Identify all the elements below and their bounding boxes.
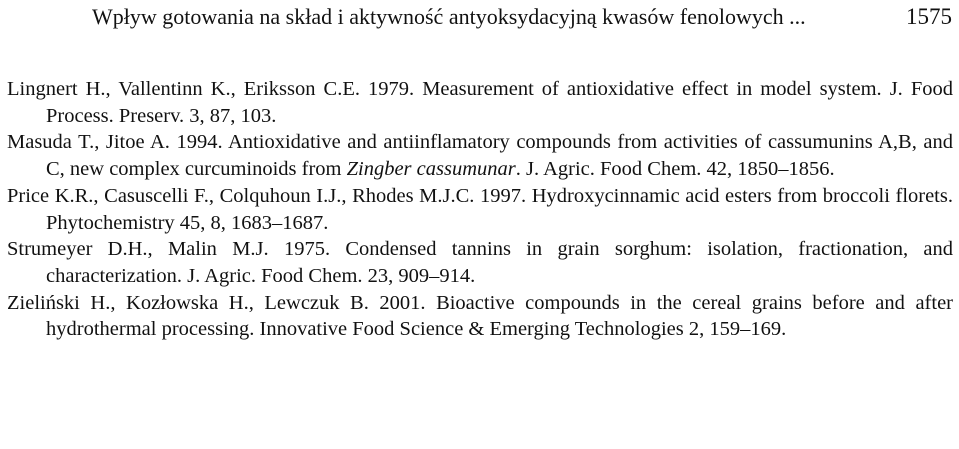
reference-lingnert-1979: Lingnert H., Vallentinn K., Eriksson C.E. 1979. Measurement of antioxidative effect in model system. J. Food Process. Preserv. 3, 87, 103. [7,78,953,127]
reference-zielinski-2001: Zieliński H., Kozłowska H., Lewczuk B. 2001. Bioactive compounds in the cereal grains before and after hydrothermal processing. Innovative Food Science & Emerging Technologies 2, 159–169. [7,291,953,341]
species-name: Zingber cassumunar [346,158,516,181]
page-number: 1575 [906,4,952,29]
running-header [92,2,952,32]
running-header-title: Wpływ gotowania na skład i aktywność antyoksydacyjną kwasów fenolowych ... [92,4,806,29]
reference-list [7,76,953,343]
reference-strumeyer-1975: Strumeyer D.H., Malin M.J. 1975. Condensed tannins in grain sorghum: isolation, fractionation, and characterization. J. Agric. Food Chem. 23, 909–914. [7,238,953,287]
reference-masuda-1994 [7,129,953,182]
reference-masuda-text: Masuda T., Jitoe A. 1994. Antioxidative and antiinflamatory compounds from activities of cassumunins A,B, and C, new complex curcuminoids from [7,131,953,181]
reference-masuda-citation: . J. Agric. Food Chem. 42, 1850–1856. [515,158,835,181]
reference-price-1997: Price K.R., Casuscelli F., Colquhoun I.J., Rhodes M.J.C. 1997. Hydroxycinnamic acid esters from broccoli florets. Phytochemistry 45, 8, 1683–1687. [7,184,953,234]
